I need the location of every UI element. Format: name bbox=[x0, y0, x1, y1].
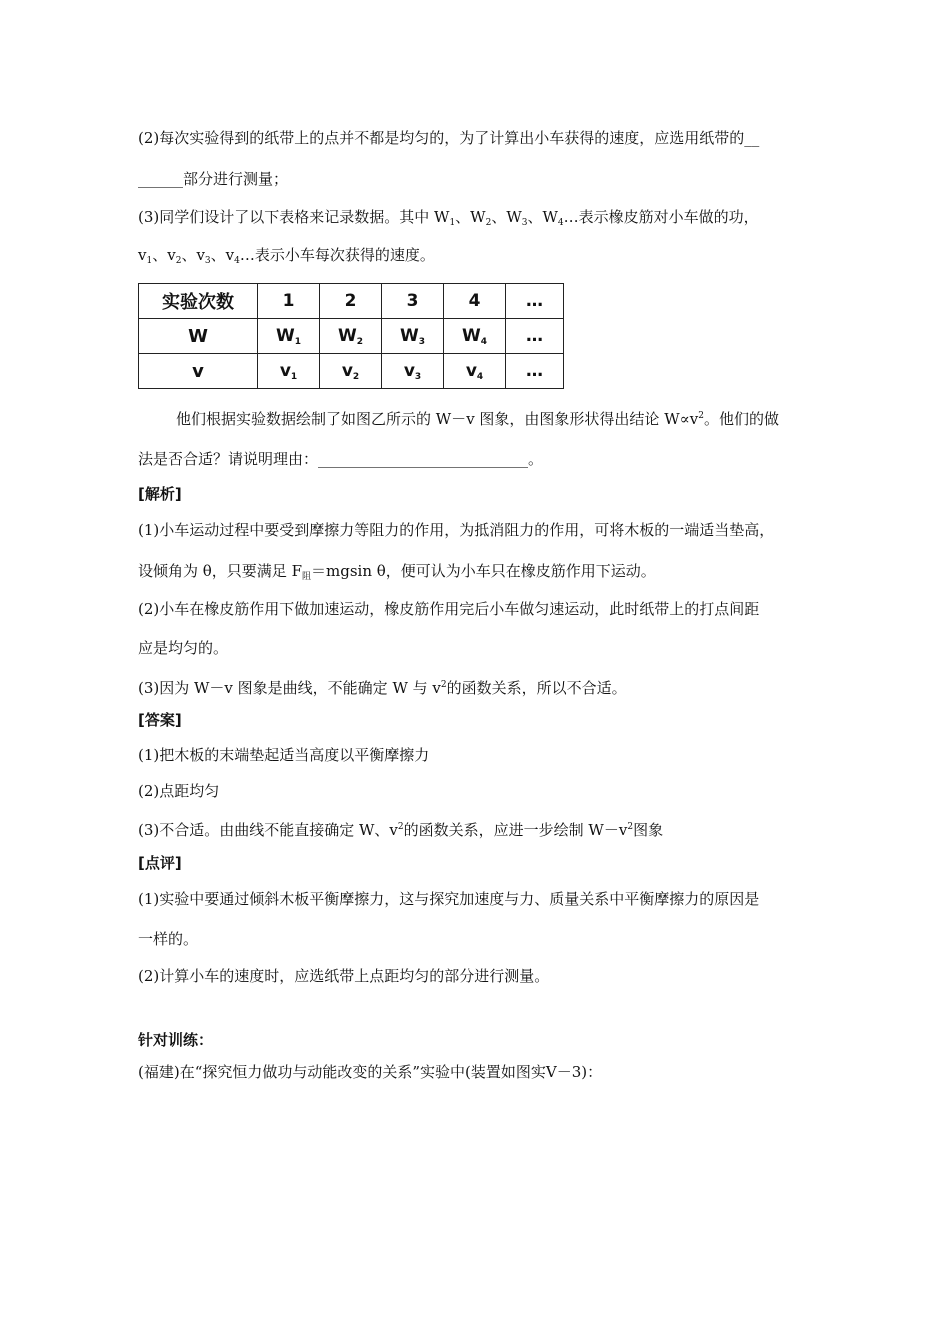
analysis-p2-line-2: 应是均匀的。 bbox=[138, 639, 229, 657]
conclusion-line-2: 法是否合适？请说明理由：____________________________。 bbox=[138, 450, 544, 468]
q2-line-2: ______部分进行测量； bbox=[138, 170, 289, 188]
table-cell: $W_1$ bbox=[258, 319, 320, 354]
table-row-label: v bbox=[139, 354, 258, 389]
table-cell: $v_2$ bbox=[320, 354, 382, 389]
q3-line-1: (3)同学们设计了以下表格来记录数据。其中 $W_1$、$W_2$、$W_3$、$W_4\dots$表示橡皮筋对小车做的功， bbox=[138, 208, 759, 228]
analysis-p1-line-2: 设倾角为 θ，只要满足 $F_阻=mgsin$ θ，便可认为小车只在橡皮筋作用下运动。 bbox=[138, 562, 656, 582]
table-row-w bbox=[139, 319, 564, 354]
comment-heading: [点评] bbox=[138, 854, 182, 872]
table-header-cell: 4 bbox=[444, 284, 506, 319]
table-row-v bbox=[139, 354, 564, 389]
comment-1-line-2: 一样的。 bbox=[138, 930, 199, 948]
table-cell: … bbox=[506, 354, 564, 389]
table-row-label: W bbox=[139, 319, 258, 354]
answer-heading: [答案] bbox=[138, 711, 182, 729]
record-table bbox=[138, 283, 564, 389]
table-header-cell: … bbox=[506, 284, 564, 319]
table-cell: $W_4$ bbox=[444, 319, 506, 354]
table-header-cell: 1 bbox=[258, 284, 320, 319]
training-line-1: (福建)在“探究恒力做功与动能改变的关系”实验中(装置如图实Ⅴ－3)： bbox=[138, 1063, 603, 1081]
analysis-p2-line-1: (2)小车在橡皮筋作用下做加速运动，橡皮筋作用完后小车做匀速运动，此时纸带上的打点间距 bbox=[138, 600, 760, 618]
conclusion-line-1: 他们根据实验数据绘制了如图乙所示的 W－v 图象，由图象形状得出结论 $W\propto v^2$。他们的做 bbox=[176, 410, 779, 428]
table-header-cell: 实验次数 bbox=[139, 284, 258, 319]
table-cell: $v_1$ bbox=[258, 354, 320, 389]
training-heading: 针对训练： bbox=[138, 1031, 214, 1049]
table-cell: … bbox=[506, 319, 564, 354]
table-cell: $v_3$ bbox=[382, 354, 444, 389]
table-cell: $W_2$ bbox=[320, 319, 382, 354]
table-cell: $W_3$ bbox=[382, 319, 444, 354]
answer-3: (3)不合适。由曲线不能直接确定 W、$v^2$的函数关系，应进一步绘制 $W-v^2$图象 bbox=[138, 821, 664, 839]
q2-line-1: (2)每次实验得到的纸带上的点并不都是均匀的，为了计算出小车获得的速度，应选用纸带的__ bbox=[138, 129, 760, 147]
table-header-cell: 2 bbox=[320, 284, 382, 319]
analysis-p1-line-1: (1)小车运动过程中要受到摩擦力等阻力的作用，为抵消阻力的作用，可将木板的一端适当垫高， bbox=[138, 521, 775, 539]
comment-2: (2)计算小车的速度时，应选纸带上点距均匀的部分进行测量。 bbox=[138, 967, 550, 985]
answer-1: (1)把木板的末端垫起适当高度以平衡摩擦力 bbox=[138, 746, 430, 764]
table-header-cell: 3 bbox=[382, 284, 444, 319]
table-header-row bbox=[139, 284, 564, 319]
comment-1-line-1: (1)实验中要通过倾斜木板平衡摩擦力，这与探究加速度与力、质量关系中平衡摩擦力的原因是 bbox=[138, 890, 760, 908]
analysis-p3: (3)因为 W－v 图象是曲线，不能确定 W 与 $v^2$的函数关系，所以不合适。 bbox=[138, 679, 627, 697]
analysis-heading: [解析] bbox=[138, 485, 182, 503]
q3-line-2: $v_1$、$v_2$、$v_3$、$v_4\dots$表示小车每次获得的速度。 bbox=[138, 246, 435, 266]
answer-2: (2)点距均匀 bbox=[138, 782, 220, 800]
table-cell: $v_4$ bbox=[444, 354, 506, 389]
